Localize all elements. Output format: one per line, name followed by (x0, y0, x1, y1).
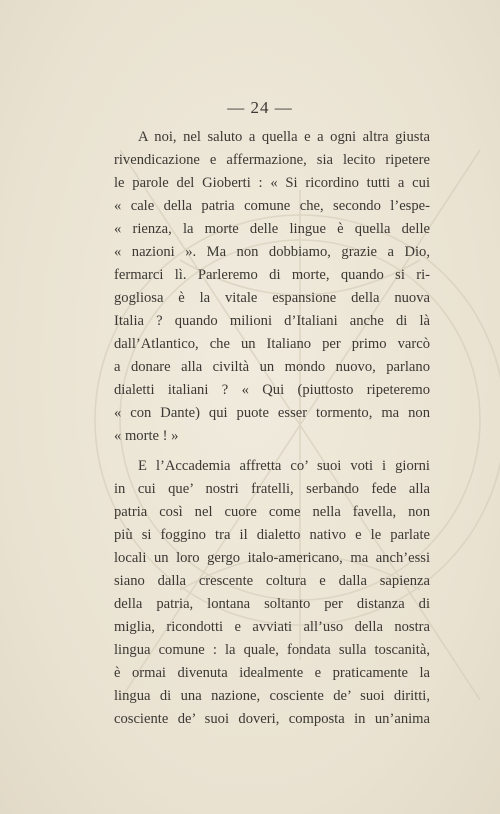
text-line: A noi, nel saluto a quella e a ogni altra giusta (138, 129, 430, 145)
text-line: a donare alla civiltà un mondo nuovo, parlano (114, 359, 430, 375)
text-line: Italia ? quando milioni d’Italiani anche di là (114, 313, 430, 329)
text-line: « con Dante) qui puote esser tormento, ma non (114, 405, 430, 421)
text-line: patria così nel cuore come nella favella, non (114, 504, 430, 520)
text-line: « nazioni ». Ma non dobbiamo, grazie a Dio, (114, 244, 430, 260)
text-line: lingua di una nazione, cosciente de’ suoi diritti, (114, 688, 430, 704)
text-line: le parole del Gioberti : « Si ricordino tutti a cui (114, 175, 430, 191)
text-line: più si foggino tra il dialetto nativo e le parlate (114, 527, 430, 543)
text-line: « cale della patria comune che, secondo l’espe- (114, 198, 430, 214)
text-line: gogliosa è la vitale espansione della nuova (114, 290, 430, 306)
text-line: della patria, lontana soltanto per distanza di (114, 596, 430, 612)
text-line: lingua comune : la quale, fondata sulla toscanità, (114, 642, 430, 658)
text-line: « rienza, la morte delle lingue è quella delle (114, 221, 430, 237)
text-line: « morte ! » (114, 428, 179, 444)
text-line: fermarci lì. Parleremo di morte, quando si ri- (114, 267, 430, 283)
text-line: siano dalla crescente coltura e dalla sapienza (114, 573, 430, 589)
body-text (114, 126, 430, 731)
text-line: in cui que’ nostri fratelli, serbando fede alla (114, 481, 430, 497)
text-line: locali un loro gergo italo-americano, ma anch’essi (114, 550, 430, 566)
paragraph-2 (114, 455, 430, 731)
paragraph-1 (114, 126, 430, 448)
text-line: E l’Accademia affretta co’ suoi voti i giorni (138, 458, 430, 474)
text-line: dialetti italiani ? « Qui (piuttosto ripeteremo (114, 382, 430, 398)
page-number: — 24 — (227, 98, 293, 117)
text-line: miglia, ricondotti e avviati all’uso della nostra (114, 619, 430, 635)
text-line: rivendicazione e affermazione, sia lecito ripetere (114, 152, 430, 168)
text-line: dall’Atlantico, che un Italiano per primo varcò (114, 336, 430, 352)
text-line: cosciente de’ suoi doveri, composta in un’anima (114, 711, 430, 727)
text-line: è ormai divenuta idealmente e praticamente la (114, 665, 430, 681)
